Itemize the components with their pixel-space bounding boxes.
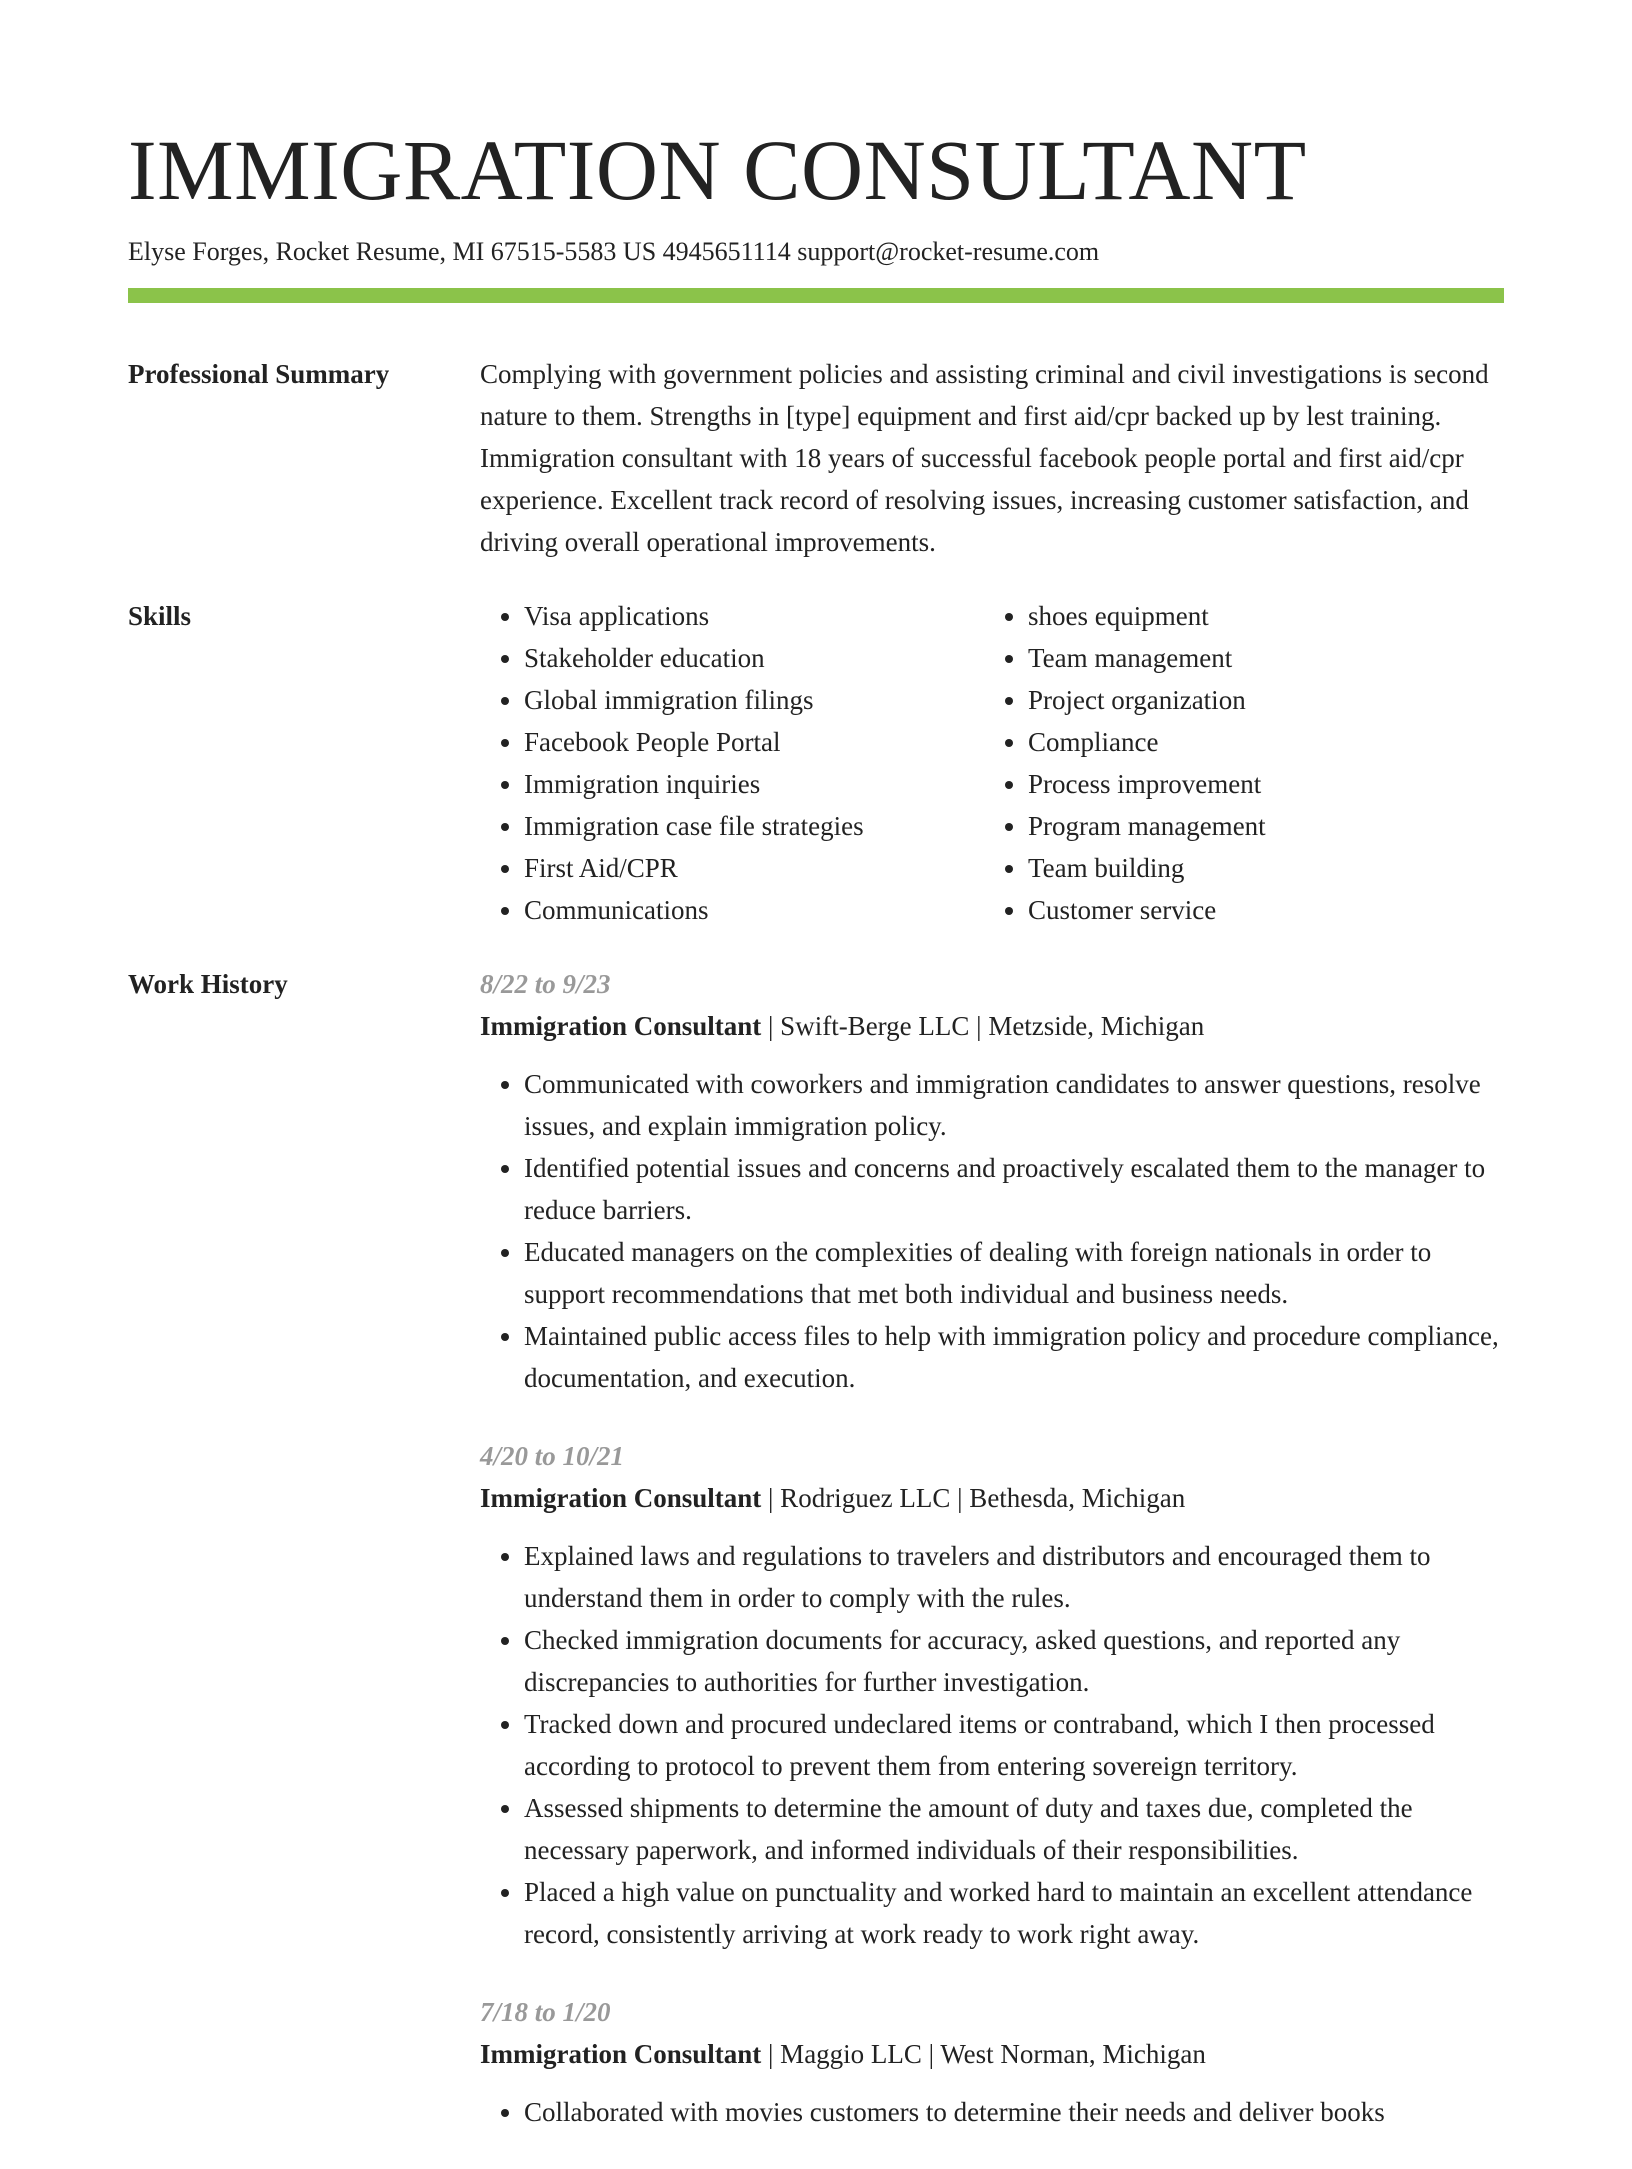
accent-divider (128, 288, 1504, 303)
job-dates: 7/18 to 1/20 (480, 1997, 611, 2027)
job-bullets (480, 1063, 1504, 1399)
skill-item: • Communications (524, 889, 984, 931)
skill-item: • Visa applications (524, 595, 984, 637)
summary-text: Complying with government policies and assisting criminal and civil investigations is second nature to them. Strengths in [type] equipment and first aid/cpr backed up by lest training. Immigration consultant with 18 years of successful facebook people portal and first aid/cpr experience. Excellent track record of resolving issues, increasing customer satisfaction, and driving overall operational improvements. (480, 359, 1489, 557)
job-company-location: | Rodriguez LLC | Bethesda, Michigan (761, 1483, 1186, 1513)
job-bullet: • Maintained public access files to help with immigration policy and procedure compliance, documentation, and execution. (524, 1315, 1504, 1399)
job-bullet: • Collaborated with movies customers to determine their needs and deliver books (524, 2091, 1504, 2133)
job-bullet: • Tracked down and procured undeclared items or contraband, which I then processed according to protocol to prevent them from entering sovereign territory. (524, 1703, 1504, 1787)
resume-page (128, 0, 1504, 2169)
job-entry (480, 1435, 1504, 1955)
job-dates: 4/20 to 10/21 (480, 1441, 625, 1471)
section-label-skills: Skills (128, 601, 192, 631)
job-company-location: | Maggio LLC | West Norman, Michigan (761, 2039, 1206, 2069)
job-title: Immigration Consultant (480, 1483, 762, 1513)
job-company-location: | Swift-Berge LLC | Metzside, Michigan (761, 1011, 1205, 1041)
job-bullet: • Educated managers on the complexities of dealing with foreign nationals in order to support recommendations that met both individual and business needs. (524, 1231, 1504, 1315)
skill-item: • Immigration inquiries (524, 763, 984, 805)
skill-item: • Facebook People Portal (524, 721, 984, 763)
skill-item: • Customer service (1028, 889, 1448, 931)
resume-title: IMMIGRATION CONSULTANT (128, 122, 1307, 218)
skill-item: • Project organization (1028, 679, 1448, 721)
job-bullets (480, 1535, 1504, 1955)
skill-item: • shoes equipment (1028, 595, 1448, 637)
work-history-body (480, 963, 1504, 2169)
skill-item: • Stakeholder education (524, 637, 984, 679)
job-bullet: • Communicated with coworkers and immigration candidates to answer questions, resolve issues, and explain immigration policy. (524, 1063, 1504, 1147)
contact-line: Elyse Forges, Rocket Resume, MI 67515-5583 US 4945651114 support@rocket-resume.com (128, 237, 1100, 266)
professional-summary-section (128, 353, 1504, 563)
skill-item: • Team building (1028, 847, 1448, 889)
job-bullet: • Placed a high value on punctuality and worked hard to maintain an excellent attendance record, consistently arriving at work ready to work right away. (524, 1871, 1504, 1955)
summary-body (480, 353, 1504, 563)
job-dates: 8/22 to 9/23 (480, 969, 611, 999)
section-label-work-history: Work History (128, 969, 288, 999)
skill-item: • Process improvement (1028, 763, 1448, 805)
job-bullets (480, 2091, 1504, 2133)
job-title-line (480, 1005, 1504, 1047)
skill-item: • First Aid/CPR (524, 847, 984, 889)
work-history-section (128, 963, 1504, 2169)
job-title-line (480, 2033, 1504, 2075)
job-title: Immigration Consultant (480, 2039, 762, 2069)
job-bullet: • Assessed shipments to determine the amount of duty and taxes due, completed the necessary paperwork, and informed individuals of their responsibilities. (524, 1787, 1504, 1871)
skill-item: • Team management (1028, 637, 1448, 679)
skills-section (128, 595, 1504, 931)
skills-list-right (984, 595, 1448, 931)
skill-item: • Compliance (1028, 721, 1448, 763)
job-bullet: • Checked immigration documents for accuracy, asked questions, and reported any discrepancies to authorities for further investigation. (524, 1619, 1504, 1703)
skills-columns (480, 595, 1504, 931)
section-label-summary: Professional Summary (128, 359, 390, 389)
job-title: Immigration Consultant (480, 1011, 762, 1041)
skill-item: • Immigration case file strategies (524, 805, 984, 847)
job-bullet: • Explained laws and regulations to travelers and distributors and encouraged them to understand them in order to comply with the rules. (524, 1535, 1504, 1619)
skill-item: • Program management (1028, 805, 1448, 847)
skill-item: • Global immigration filings (524, 679, 984, 721)
skills-list-left (480, 595, 984, 931)
job-title-line (480, 1477, 1504, 1519)
job-entry (480, 963, 1504, 1399)
job-bullet: • Identified potential issues and concerns and proactively escalated them to the manager to reduce barriers. (524, 1147, 1504, 1231)
